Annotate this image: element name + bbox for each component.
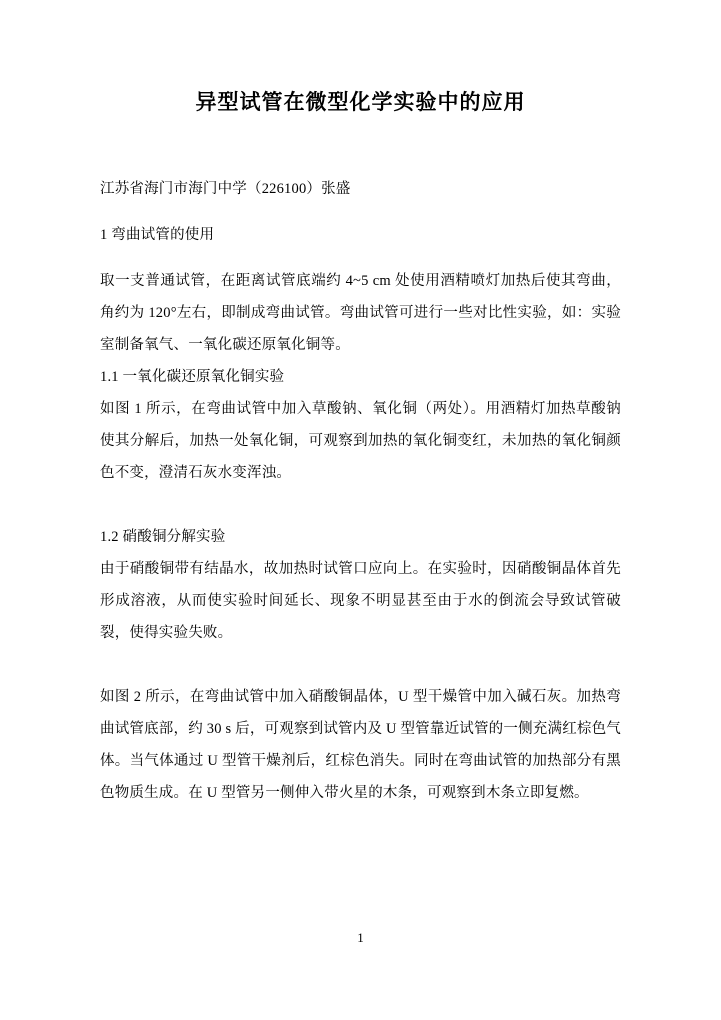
- section-1-1-body: 如图 1 所示，在弯曲试管中加入草酸钠、氧化铜（两处）。用酒精灯加热草酸钠使其分解后，加热一处氧化铜，可观察到加热的氧化铜变红，未加热的氧化铜颜色不变，澄清石灰水变浑浊。: [100, 401, 621, 482]
- spacer: [100, 489, 621, 521]
- page-title: 异型试管在微型化学实验中的应用: [195, 90, 526, 114]
- byline: 江苏省海门市海门中学（226100）张盛: [100, 181, 351, 198]
- section-1-heading: 1 弯曲试管的使用: [100, 227, 215, 244]
- spacer: [100, 251, 621, 265]
- section-1-2-body: 由于硝酸铜带有结晶水，故加热时试管口应向上。在实验时，因硝酸铜晶体首先形成溶液，从而使实验时间延长、现象不明显甚至由于水的倒流会导致试管破裂，使得实验失败。: [100, 561, 621, 642]
- page-content: [100, 0, 621, 1020]
- section-1-2-body-2: 如图 2 所示，在弯曲试管中加入硝酸铜晶体，U 型干燥管中加入碱石灰。加热弯曲试管底部，约 30 s 后，可观察到试管内及 U 型管靠近试管的一侧充满红棕色气体。当气体通过 U 型管干燥剂后，红棕色消失。同时在弯曲试管的加热部分有黑色物质生成。在 U 型管另一侧伸入带火星的木条，可观察到木条立即复燃。: [100, 689, 621, 802]
- spacer: [100, 649, 621, 681]
- page-number: 1: [357, 930, 364, 945]
- section-1-2-heading: 1.2 硝酸铜分解实验: [100, 529, 226, 546]
- section-1-body: 取一支普通试管，在距离试管底端约 4~5 cm 处使用酒精喷灯加热后使其弯曲，角约为 120°左右，即制成弯曲试管。弯曲试管可进行一些对比性实验，如：实验室制备氧气、一氧化碳还原氧化铜等。: [100, 273, 621, 354]
- spacer: [100, 205, 621, 219]
- section-1-1-heading: 1.1 一氧化碳还原氧化铜实验: [100, 369, 285, 386]
